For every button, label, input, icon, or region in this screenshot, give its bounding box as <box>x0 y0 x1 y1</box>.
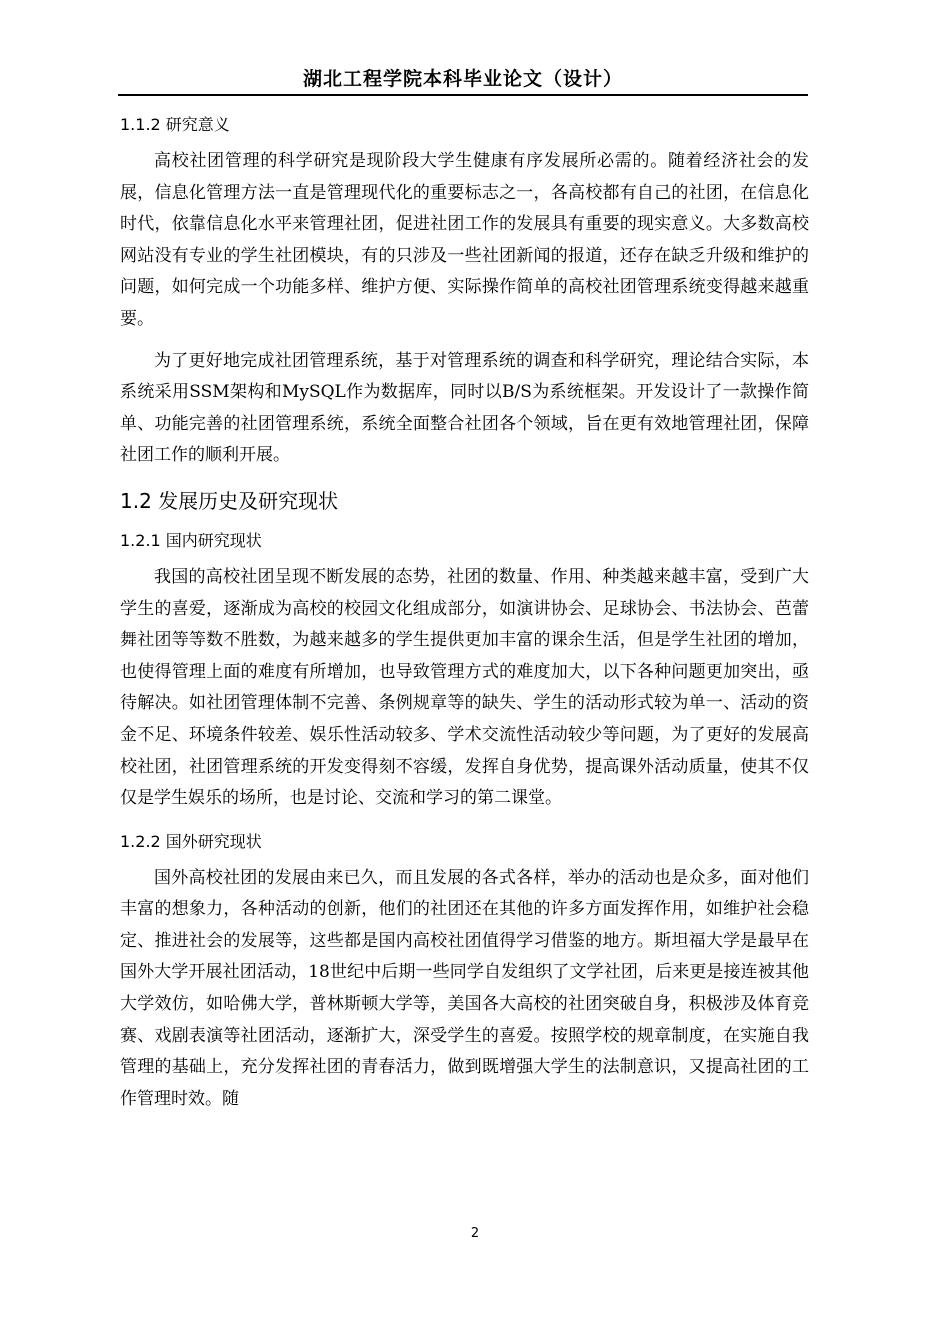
section-heading-1-2-1: 1.2.1 国内研究现状 <box>120 530 262 550</box>
body-paragraph: 高校社团管理的科学研究是现阶段大学生健康有序发展所必需的。随着经济社会的发展，信息化管理方法一直是管理现代化的重要标志之一，各高校都有自己的社团，在信息化时代，依靠信息化水平来管理社团，促进社团工作的发展具有重要的现实意义。大多数高校网站没有专业的学生社团模块，有的只涉及一些社团新闻的报道，还存在缺乏升级和维护的问题，如何完成一个功能多样、维护方便、实际操作简单的高校社团管理系统变得越来越重要。 <box>120 151 809 329</box>
page-number: 2 <box>470 1226 480 1241</box>
body-paragraph: 国外高校社团的发展由来已久，而且发展的各式各样，举办的活动也是众多，面对他们丰富的想象力，各种活动的创新，他们的社团还在其他的许多方面发挥作用，如维护社会稳定、推进社会的发展等，这些都是国内高校社团值得学习借鉴的地方。斯坦福大学是最早在国外大学开展社团活动，18世纪中后期一些同学自发组织了文学社团，后来更是接连被其他大学效仿，如哈佛大学，普林斯顿大学等，美国各大高校的社团突破自身，积极涉及体育竞赛、戏剧表演等社团活动，逐渐扩大，深受学生的喜爱。按照学校的规章制度，在实施自我管理的基础上，充分发挥社团的青春活力，做到既增强大学生的法制意识，又提高社团的工作管理时效。随 <box>120 867 809 1109</box>
page-body <box>120 112 809 1125</box>
body-paragraph: 为了更好地完成社团管理系统，基于对管理系统的调查和科学研究，理论结合实际，本系统采用SSM架构和MySQL作为数据库，同时以B/S为系统框架。开发设计了一款操作简单、功能完善的社团管理系统，系统全面整合社团各个领域，旨在更有效地管理社团，保障社团工作的顺利开展。 <box>120 350 809 466</box>
section-heading-1-2: 1.2 发展历史及研究现状 <box>120 488 339 513</box>
section-heading-1-1-2: 1.1.2 研究意义 <box>120 115 230 134</box>
section-heading-1-2-2: 1.2.2 国外研究现状 <box>120 831 262 851</box>
header-divider <box>118 94 808 96</box>
body-paragraph: 我国的高校社团呈现不断发展的态势，社团的数量、作用、种类越来越丰富，受到广大学生的喜爱，逐渐成为高校的校园文化组成部分，如演讲协会、足球协会、书法协会、芭蕾舞社团等等数不胜数，为越来越多的学生提供更加丰富的课余生活，但是学生社团的增加，也使得管理上面的难度有所增加，也导致管理方式的难度加大，以下各种问题更加突出，亟待解决。如社团管理体制不完善、条例规章等的缺失、学生的活动形式较为单一、活动的资金不足、环境条件较差、娱乐性活动较多、学术交流性活动较少等问题，为了更好的发展高校社团，社团管理系统的开发变得刻不容缓，发挥自身优势，提高课外活动质量，使其不仅仅是学生娱乐的场所，也是讨论、交流和学习的第二课堂。 <box>120 566 809 809</box>
running-header-title: 湖北工程学院本科毕业论文（设计） <box>302 68 623 90</box>
